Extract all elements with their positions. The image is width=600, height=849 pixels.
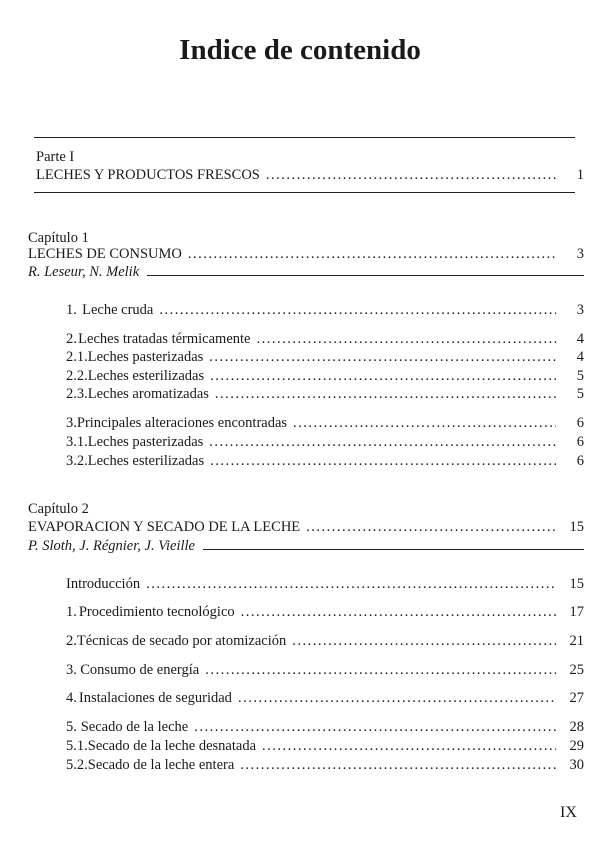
leader-dots [205,661,556,679]
part-bottom-rule [34,192,575,193]
toc-entry: 3. Principales alteraciones encontradas ..... 6 [66,414,584,432]
part-label: Parte I [36,149,75,165]
page-number: IX [560,804,577,821]
chapter-1-entry [28,245,584,263]
toc-entry: Introducción ..... 15 [66,575,584,593]
chapter-1-page: 3 [576,246,584,262]
leader-dots [194,718,556,736]
chapter-2-entry [28,518,584,536]
leader-dots [266,166,556,184]
leader-dots [262,737,556,755]
toc-entry: 3. Consumo de energía ..... 25 [66,661,584,679]
part-page: 1 [576,167,584,183]
chapter-1-title: LECHES DE CONSUMO [28,246,182,262]
leader-dots [188,245,556,263]
chapter-2-page: 15 [569,519,584,535]
toc-entry: 3.1. Leches pasterizadas ..... 6 [66,433,584,451]
page-title: Indice de contenido [179,34,421,66]
toc-entry: 2. Leches tratadas térmicamente ..... 4 [66,330,584,348]
part-top-rule [34,137,575,138]
toc-entry: 1. Procedimiento tecnológico ..... 17 [66,603,584,621]
chapter-1-label: Capítulo 1 [28,230,89,246]
author-underline [147,263,584,276]
leader-dots [209,433,556,451]
leader-dots [256,330,556,348]
chapter-2-title: EVAPORACION Y SECADO DE LA LECHE [28,519,301,535]
author-underline [203,537,584,550]
leader-dots [240,756,556,774]
chapter-2-label: Capítulo 2 [28,501,89,517]
toc-entry: 3.2. Leches esterilizadas ..... 6 [66,452,584,470]
leader-dots [210,452,556,470]
leader-dots [210,367,556,385]
leader-dots [159,301,556,319]
toc-entry: 2.1. Leches pasterizadas ..... 4 [66,348,584,366]
toc-entry: 5.1. Secado de la leche desnatada ..... 29 [66,737,584,755]
toc-entry: 5.2. Secado de la leche entera ..... 30 [66,756,584,774]
leader-dots [238,689,556,707]
leader-dots [292,632,556,650]
leader-dots [146,575,556,593]
toc-entry: 2. Técnicas de secado por atomización ..... 21 [66,632,584,650]
leader-dots [241,603,556,621]
part-title: LECHES Y PRODUCTOS FRESCOS [36,167,260,183]
toc-entry: 5. Secado de la leche ..... 28 [66,718,584,736]
toc-entry: 1. Leche cruda ..... 3 [66,301,584,319]
leader-dots [215,385,556,403]
toc-entry: 2.2. Leches esterilizadas ..... 5 [66,367,584,385]
leader-dots [306,518,556,536]
part-entry [36,166,584,184]
toc-entry: 2.3. Leches aromatizadas ..... 5 [66,385,584,403]
toc-entry: 4. Instalaciones de seguridad ..... 27 [66,689,584,707]
leader-dots [209,348,556,366]
leader-dots [293,414,556,432]
chapter-1-authors: R. Leseur, N. Melik [28,263,584,281]
chapter-2-authors: P. Sloth, J. Régnier, J. Vieille [28,537,584,555]
